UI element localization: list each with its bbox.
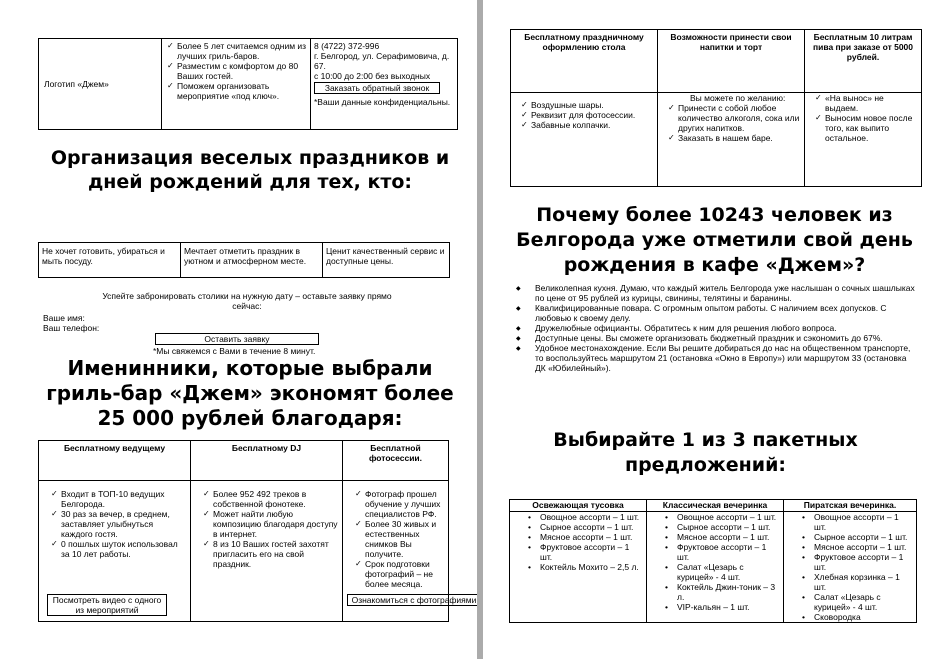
- callback-button[interactable]: Заказать обратный звонок: [314, 82, 440, 94]
- extra-item: ✓ «На вынос» не выдаем.: [813, 93, 917, 113]
- benefit-item: ✓ Более 30 живых и естественных снимков Вы получите.: [353, 519, 444, 559]
- extras-table: [510, 29, 922, 187]
- extra-item: ✓ Заказать в нашем баре.: [666, 133, 800, 143]
- privacy-note: *Ваши данные конфиденциальны.: [314, 97, 451, 107]
- extra-list: [519, 100, 653, 130]
- package-cell: [647, 512, 784, 623]
- reasons-list: [513, 283, 918, 373]
- benefit-heading: Бесплатному ведущему: [39, 441, 191, 481]
- package-item: • Коктейль Джин-тоник – 3 л.: [655, 582, 780, 602]
- extra-cell: [511, 93, 658, 187]
- benefit-item: ✓ Входит в ТОП-10 ведущих Белгорода.: [49, 489, 186, 509]
- booking-prompt: Успейте забронировать столики на нужную дату – оставьте заявку прямо сейчас:: [102, 291, 392, 311]
- benefit-cell: [343, 481, 477, 622]
- benefit-item: ✓ Может найти любую композицию благодаря доступу в интернет.: [201, 509, 338, 539]
- package-name: Классическая вечеринка: [647, 500, 784, 512]
- audience-cell: Мечтает отметить праздник в уютном и атмосферном месте.: [181, 243, 323, 278]
- title-savings: Именинники, которые выбрали гриль-бар «Джем» экономят более 25 000 рублей благодаря:: [46, 356, 454, 430]
- title-organization: Организация веселых праздников и дней рождений для тех, кто:: [50, 147, 450, 193]
- contacts-cell: [311, 39, 458, 130]
- package-item: • VIP-кальян – 1 шт.: [655, 602, 780, 612]
- benefit-heading: Бесплатной фотосессии.: [343, 441, 449, 481]
- extra-cell: [658, 93, 805, 187]
- package-items: [647, 512, 780, 612]
- extra-item: ✓ Выносим новое после того, как выпито остальное.: [813, 113, 917, 143]
- package-item: • Овощное ассорти – 1 шт.: [518, 512, 643, 522]
- package-item: • Мясное ассорти – 1 шт.: [518, 532, 643, 542]
- package-item: • Овощное ассорти – 1 шт.: [792, 512, 913, 532]
- benefit-item: ✓ Срок подготовки фотографий – не более месяца.: [353, 559, 444, 589]
- package-item: • Мясное ассорти – 1 шт.: [655, 532, 780, 542]
- benefit-list: [201, 489, 338, 569]
- package-items: [510, 512, 643, 572]
- packages-table: [509, 499, 917, 623]
- reason-item: ◆ Квалифицированные повара. С огромным опытом работы. С наличием всех допусков. С любовью к своему делу.: [513, 303, 918, 323]
- benefit-heading: Бесплатному DJ: [191, 441, 343, 481]
- feature-item: ✓ Более 5 лет считаемся одним из лучших гриль-баров.: [165, 41, 307, 61]
- package-item: • Хлебная корзинка – 1 шт.: [792, 572, 913, 592]
- package-item: • Салат «Цезарь с курицей» - 4 шт.: [792, 592, 913, 612]
- benefit-list: [49, 489, 186, 559]
- extra-item: ✓ Принести с собой любое количество алкоголя, сока или других напитков.: [666, 103, 800, 133]
- address: г. Белгород, ул. Серафимовича, д. 67.: [314, 51, 450, 71]
- logo-cell: [39, 39, 162, 130]
- audience-cell: Не хочет готовить, убираться и мыть посуду.: [39, 243, 181, 278]
- phone-label: Ваш телефон:: [43, 323, 100, 333]
- benefits-table: [38, 440, 477, 622]
- package-cell: [510, 512, 647, 623]
- header-table: [38, 38, 458, 130]
- benefit-list: [353, 489, 444, 589]
- package-name: Освежающая тусовка: [510, 500, 647, 512]
- package-name: Пиратская вечеринка.: [784, 500, 917, 512]
- extra-item: ✓ Забавные колпачки.: [519, 120, 653, 130]
- reason-item: ◆ Удобное местонахождение. Если Вы решите добираться до нас на общественном транспорте, то воспользуйтесь маршрутом 21 (остановка «Окно в Европу») или маршрутом 33 (остановка ДК «Юбилейный»).: [513, 343, 918, 373]
- package-item: • Сырное ассорти – 1 шт.: [792, 532, 913, 542]
- view-photos-button[interactable]: Ознакомиться с фотографиями: [347, 594, 477, 606]
- package-item: • Фруктовое ассорти – 1 шт.: [518, 542, 643, 562]
- page-2: [483, 0, 944, 659]
- feature-item: ✓ Поможем организовать мероприятие «под ключ».: [165, 81, 307, 101]
- package-item: • Мясное ассорти – 1 шт.: [792, 542, 913, 552]
- extra-heading: Бесплатным 10 литрам пива при заказе от 5000 рублей.: [805, 30, 922, 93]
- reason-item: ◆ Великолепная кухня. Думаю, что каждый житель Белгорода уже наслышан о сочных шашлыках по цене от 95 рублей из курицы, свинины, телятины и баранины.: [513, 283, 918, 303]
- package-cell: [784, 512, 917, 623]
- benefit-cell: [191, 481, 343, 622]
- extra-heading: Возможности принести свои напитки и торт: [658, 30, 805, 93]
- extra-cell: [805, 93, 922, 187]
- extra-item: ✓ Воздушные шары.: [519, 100, 653, 110]
- logo-placeholder: Логотип «Джем»: [44, 79, 109, 89]
- package-item: • Салат «Цезарь с курицей» - 4 шт.: [655, 562, 780, 582]
- title-packages: Выбирайте 1 из 3 пакетных предложений:: [553, 429, 858, 476]
- features-list: [165, 41, 307, 101]
- features-cell: [162, 39, 311, 130]
- submit-request-button[interactable]: Оставить заявку: [155, 333, 319, 345]
- extra-heading: Бесплатному праздничному оформлению стола: [511, 30, 658, 93]
- extra-list: [666, 103, 800, 143]
- extra-item: ✓ Реквизит для фотосессии.: [519, 110, 653, 120]
- benefit-item: ✓ 8 из 10 Ваших гостей захотят пригласить его на свой праздник.: [201, 539, 338, 569]
- extra-intro: Вы можете по желанию:: [690, 93, 786, 103]
- title-why: Почему более 10243 человек из Белгорода уже отметили свой день рождения в кафе «Джем»?: [516, 204, 913, 276]
- audience-table: [38, 242, 450, 278]
- benefit-item: ✓ Более 952 492 треков в собственной фонотеке.: [201, 489, 338, 509]
- extra-list: [813, 93, 917, 143]
- benefit-item: ✓ 30 раз за вечер, в среднем, заставляет улыбнуться каждого гостя.: [49, 509, 186, 539]
- opening-hours: с 10:00 до 2:00 без выходных: [314, 71, 431, 81]
- package-items: [784, 512, 913, 622]
- reason-item: ◆ Доступные цены. Вы сможете организовать бюджетный праздник и сэкономить до 67%.: [513, 333, 918, 343]
- package-item: • Сырное ассорти – 1 шт.: [655, 522, 780, 532]
- feature-item: ✓ Разместим с комфортом до 80 Ваших гостей.: [165, 61, 307, 81]
- benefit-item: ✓ 0 пошлых шуток использовал за 10 лет работы.: [49, 539, 186, 559]
- benefit-cell: [39, 481, 191, 622]
- name-label: Ваше имя:: [43, 313, 85, 323]
- audience-cell: Ценит качественный сервис и доступные цены.: [323, 243, 450, 278]
- benefit-item: ✓ Фотограф прошел обучение у лучших специалистов РФ.: [353, 489, 444, 519]
- response-note: *Мы свяжемся с Вами в течение 8 минут.: [153, 346, 316, 356]
- package-item: • Коктейль Мохито – 2,5 л.: [518, 562, 643, 572]
- package-item: • Сырное ассорти – 1 шт.: [518, 522, 643, 532]
- package-item: • Фруктовое ассорти – 1 шт.: [655, 542, 780, 562]
- package-item: • Овощное ассорти – 1 шт.: [655, 512, 780, 522]
- package-item: • Фруктовое ассорти – 1 шт.: [792, 552, 913, 572]
- watch-video-button[interactable]: Посмотреть видео с одного из мероприятий: [47, 594, 167, 616]
- package-item: • Сковородка: [792, 612, 913, 622]
- phone-number: 8 (4722) 372-996: [314, 41, 380, 51]
- reason-item: ◆ Дружелюбные официанты. Обратитесь к ним для решения любого вопроса.: [513, 323, 918, 333]
